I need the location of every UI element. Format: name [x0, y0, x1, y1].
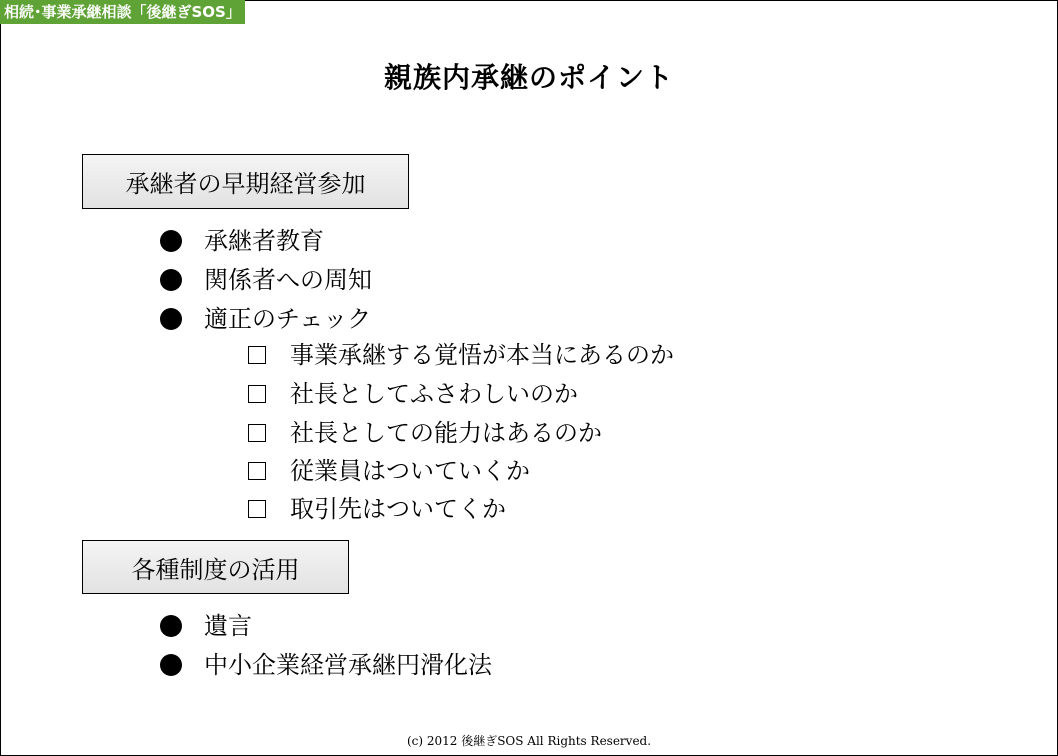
check-label: 社長としてふさわしいのか [290, 380, 578, 408]
brand-tag: 相続･事業承継相談「後継ぎSOS」 [0, 0, 245, 24]
section-heading-label: 各種制度の活用 [131, 555, 300, 584]
bullet-dot-icon [160, 654, 182, 676]
checkbox-square-icon [248, 462, 266, 480]
bullet-dot-icon [160, 269, 182, 291]
check-label: 事業承継する覚悟が本当にあるのか [290, 341, 674, 369]
bullet-label: 適正のチェック [204, 305, 372, 333]
bullet-label: 中小企業経営承継円滑化法 [204, 651, 492, 679]
check-item [248, 415, 602, 451]
check-label: 取引先はついてくか [290, 495, 506, 523]
copyright-footer: (c) 2012 後継ぎSOS All Rights Reserved. [406, 734, 652, 748]
bullet-item [160, 262, 372, 298]
bullet-dot-icon [160, 230, 182, 252]
bullet-item [160, 647, 492, 683]
bullet-item [160, 301, 371, 337]
section-heading-early-participation [82, 154, 409, 209]
check-item [248, 491, 506, 527]
checkbox-square-icon [248, 385, 266, 403]
check-item [248, 337, 674, 373]
bullet-item [160, 223, 324, 259]
checkbox-square-icon [248, 346, 266, 364]
bullet-label: 遺言 [204, 612, 252, 640]
check-item [248, 376, 578, 412]
page-title: 親族内承継のポイント [383, 61, 674, 94]
check-label: 社長としての能力はあるのか [290, 419, 602, 447]
bullet-item [160, 608, 252, 644]
section-heading-label: 承継者の早期経営参加 [125, 170, 366, 198]
check-item [248, 453, 530, 489]
bullet-label: 承継者教育 [204, 227, 324, 255]
section-heading-system-utilization [82, 540, 349, 594]
checkbox-square-icon [248, 424, 266, 442]
bullet-dot-icon [160, 615, 182, 637]
checkbox-square-icon [248, 500, 266, 518]
check-label: 従業員はついていくか [290, 457, 530, 485]
bullet-dot-icon [160, 308, 182, 330]
bullet-label: 関係者への周知 [204, 266, 372, 294]
